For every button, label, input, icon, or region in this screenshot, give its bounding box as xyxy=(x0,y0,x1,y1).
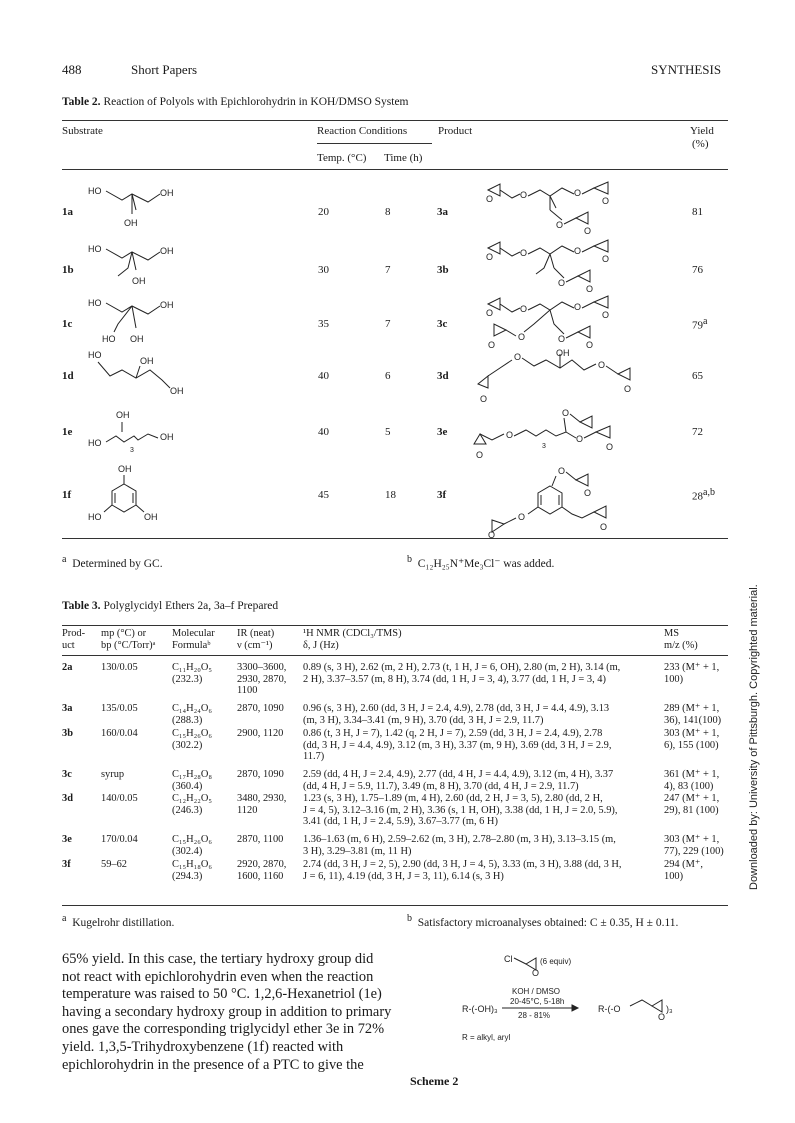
t2-col-product: Product xyxy=(438,125,473,137)
svg-text:O: O xyxy=(558,278,566,288)
t3-nmr: 1.36–1.63 (m, 6 H), 2.59–2.62 (m, 3 H), 2.78–2.80 (m, 3 H), 3.13–3.15 (m, 3 H), 3.29–3.81 (m, 11 H) xyxy=(303,834,616,857)
t3-col-ir: IR (neat) ν (cm⁻¹) xyxy=(237,628,275,651)
svg-text:O: O xyxy=(658,1012,666,1022)
svg-text:OH: OH xyxy=(116,410,130,420)
table3-label: Table 3. xyxy=(62,600,101,612)
structure-1f xyxy=(88,462,198,524)
t3-product: 3b xyxy=(62,728,73,739)
svg-text:O: O xyxy=(584,226,592,236)
svg-text:)₃: )₃ xyxy=(666,1004,673,1014)
t2-time: 18 xyxy=(385,489,396,501)
t2-product-id: 3b xyxy=(437,264,449,276)
scheme-reagent-cl: Cl xyxy=(504,954,513,964)
t3-nmr: 2.59 (dd, 4 H, J = 2.4, 4.9), 2.77 (dd, 4 H, J = 4.4, 4.9), 3.12 (m, 4 H), 3.37 (dd, 4 H, J = 5.9, 11.7), 3.49 (m, 8 H), 3.70 (dd, 4 H, J = 2.9, 11.7) xyxy=(303,769,614,792)
t2-time: 7 xyxy=(385,318,391,330)
table3-title: Polyglycidyl Ethers 2a, 3a–f Prepared xyxy=(103,600,279,612)
t2-time: 5 xyxy=(385,426,391,438)
structure-3e xyxy=(470,404,640,466)
page-number: 488 xyxy=(62,62,82,77)
t3-col-formula: Molecular Formulaᵇ xyxy=(172,628,215,651)
structure-3c xyxy=(484,290,634,352)
scheme-r-definition: R = alkyl, aryl xyxy=(462,1033,511,1042)
structure-1b xyxy=(88,240,198,292)
t3-col-mp: mp (°C) or bp (°C/Torr)ᵃ xyxy=(101,628,156,651)
structure-1d xyxy=(88,348,198,398)
t3-ir: 2870, 1090 xyxy=(237,703,284,714)
t3-ms: 303 (M⁺ + 1, 6), 155 (100) xyxy=(664,728,720,751)
t2-yield: 79$^a$ xyxy=(692,316,708,332)
t2-product-id: 3c xyxy=(437,318,448,330)
t2-col-yield-unit: (%) xyxy=(692,138,709,150)
svg-text:O: O xyxy=(514,352,522,362)
t3-product: 2a xyxy=(62,662,73,673)
svg-text:O: O xyxy=(602,310,610,320)
t2-product-id: 3a xyxy=(437,206,448,218)
svg-text:OH: OH xyxy=(160,188,174,198)
table3-bottom-rule xyxy=(62,905,728,906)
t2-col-substrate: Substrate xyxy=(62,125,103,137)
table2-label: Table 2. xyxy=(62,96,101,108)
t2-substrate-id: 1b xyxy=(62,264,74,276)
t3-nmr: 1.23 (s, 3 H), 1.75–1.89 (m, 4 H), 2.60 (dd, 2 H, J = 3, 5), 2.80 (dd, 2 H, J = 4, 5), 3.12–3.16 (m, 2 H), 3.36 (s, 1 H, OH), 3.38 (dd, 1 H, J = 2.0, 5.9), 3.41 (dd, 1 H, J = 2.4, 5.9), 3.67–3.77 (m, 6 H) xyxy=(303,793,618,828)
t3-mp: 59–62 xyxy=(101,859,127,870)
t3-ir: 3480, 2930, 1120 xyxy=(237,793,287,816)
t2-col-conditions: Reaction Conditions xyxy=(317,125,408,137)
t3-nmr: 0.86 (t, 3 H, J = 7), 1.42 (q, 2 H, J = 7), 2.59 (dd, 3 H, J = 2.4, 4.9), 2.78 (dd, 3 H, J = 4.4, 4.9), 3.12 (m, 3 H), 3.37 (m, 9 H), 3.69 (dd, 3 H, J = 2.9, 11.7) xyxy=(303,728,612,763)
svg-text:O: O xyxy=(520,248,528,258)
svg-text:O: O xyxy=(586,340,594,350)
t2-yield: 76 xyxy=(692,264,703,276)
t3-mp: 130/0.05 xyxy=(101,662,138,673)
t3-product: 3c xyxy=(62,769,72,780)
scheme-conditions-1: KOH / DMSO xyxy=(512,987,561,996)
svg-text:O: O xyxy=(476,450,484,460)
table2-caption xyxy=(62,96,409,108)
t2-substrate-id: 1f xyxy=(62,489,72,501)
svg-text:O: O xyxy=(488,340,496,350)
t2-yield: 28$^{a,b}$ xyxy=(692,487,715,503)
t3-mp: 160/0.04 xyxy=(101,728,138,739)
t3-ms: 233 (M⁺ + 1, 100) xyxy=(664,662,720,685)
t3-mp: 170/0.04 xyxy=(101,834,138,845)
t2-conditions-rule xyxy=(317,143,432,144)
structure-3d xyxy=(470,348,640,410)
t2-col-yield: Yield xyxy=(690,125,714,137)
t2-footnote-a: $^a$ Determined by GC. xyxy=(62,554,163,570)
t3-formula: C₁₅H₁₈O₆ (294.3) xyxy=(172,859,213,882)
t2-substrate-id: 1d xyxy=(62,370,74,382)
svg-text:OH: OH xyxy=(160,300,174,310)
t3-nmr: 0.96 (s, 3 H), 2.60 (dd, 3 H, J = 2.4, 4.9), 2.78 (dd, 3 H, J = 4.4, 4.9), 3.13 (m, 3 H), 3.34–3.41 (m, 9 H), 3.70 (dd, 3 H, J = 2.9, 11.7) xyxy=(303,703,610,726)
structure-1a xyxy=(88,182,198,234)
svg-text:O: O xyxy=(532,968,540,978)
svg-text:O: O xyxy=(624,384,632,394)
svg-text:O: O xyxy=(558,466,566,476)
t3-ms: 303 (M⁺ + 1, 77), 229 (100) xyxy=(664,834,724,857)
svg-text:O: O xyxy=(586,284,594,294)
svg-text:O: O xyxy=(602,254,610,264)
t3-col-nmr: ¹H NMR (CDCl₃/TMS) δ, J (Hz) xyxy=(303,628,402,651)
t2-product-id: 3d xyxy=(437,370,449,382)
t3-ir: 2870, 1090 xyxy=(237,769,284,780)
svg-text:OH: OH xyxy=(132,276,146,286)
t2-temp: 35 xyxy=(318,318,329,330)
t3-formula: C₁₅H₂₆O₆ (302.4) xyxy=(172,834,213,857)
svg-text:HO: HO xyxy=(88,186,102,196)
journal-name: SYNTHESIS xyxy=(651,62,722,77)
svg-text:O: O xyxy=(520,304,528,314)
t3-formula: C₁₇H₂₈O₈ (360.4) xyxy=(172,769,213,792)
t3-footnote-a: $^a$ Kugelrohr distillation. xyxy=(62,913,175,929)
t2-time: 7 xyxy=(385,264,391,276)
svg-text:HO: HO xyxy=(88,350,102,360)
svg-text:O: O xyxy=(486,308,494,318)
svg-text:HO: HO xyxy=(88,298,102,308)
t3-mp: 135/0.05 xyxy=(101,703,138,714)
section-title: Short Papers xyxy=(131,62,198,77)
svg-text:O: O xyxy=(574,302,582,312)
svg-text:HO: HO xyxy=(88,244,102,254)
svg-text:O: O xyxy=(602,196,610,206)
table2-bottom-rule xyxy=(62,538,728,539)
svg-text:O: O xyxy=(598,360,606,370)
svg-text:O: O xyxy=(576,434,584,444)
t3-product: 3e xyxy=(62,834,72,845)
svg-text:O: O xyxy=(600,522,608,532)
svg-text:OH: OH xyxy=(124,218,138,228)
structure-3f xyxy=(470,462,640,538)
t2-time: 8 xyxy=(385,206,391,218)
t3-formula: C₁₂H₂₂O₅ (246.3) xyxy=(172,793,213,816)
t3-formula: C₁₄H₂₄O₆ (288.3) xyxy=(172,703,213,726)
scheme-equiv: (6 equiv) xyxy=(540,957,572,966)
structure-3a xyxy=(484,176,634,238)
t2-time: 6 xyxy=(385,370,391,382)
t3-ms: 294 (M⁺, 100) xyxy=(664,859,703,882)
t3-product: 3d xyxy=(62,793,73,804)
download-watermark: Downloaded by: University of Pittsburgh. Copyrighted material. xyxy=(748,584,760,890)
svg-text:HO: HO xyxy=(102,334,116,344)
t3-ir: 3300–3600, 2930, 2870, 1100 xyxy=(237,662,287,697)
svg-text:O: O xyxy=(574,188,582,198)
scheme-2 xyxy=(462,948,722,1058)
t2-yield: 81 xyxy=(692,206,703,218)
svg-text:HO: HO xyxy=(88,438,102,448)
structure-1e xyxy=(88,408,198,456)
svg-text:OH: OH xyxy=(160,432,174,442)
svg-text:O: O xyxy=(556,220,564,230)
t3-nmr: 0.89 (s, 3 H), 2.62 (m, 2 H), 2.73 (t, 1 H, J = 6, OH), 2.80 (m, 2 H), 3.14 (m, 2 H), 3.37–3.57 (m, 8 H), 3.74 (dd, 1 H, J = 3, 4), 3.77 (dd, 1 H, J = 3, 4) xyxy=(303,662,621,685)
t3-formula: C₁₁H₂₀O₅ (232.3) xyxy=(172,662,213,685)
t3-ir: 2920, 2870, 1600, 1160 xyxy=(237,859,287,882)
t3-ir: 2870, 1100 xyxy=(237,834,284,845)
t2-substrate-id: 1a xyxy=(62,206,73,218)
svg-text:O: O xyxy=(506,430,514,440)
t3-mp: 140/0.05 xyxy=(101,793,138,804)
svg-text:OH: OH xyxy=(160,246,174,256)
svg-text:O: O xyxy=(562,408,570,418)
table3-header-rule xyxy=(62,655,728,656)
svg-text:O: O xyxy=(518,512,526,522)
svg-text:OH: OH xyxy=(144,512,158,522)
scheme-conditions-2: 20-45°C, 5-18h xyxy=(510,997,565,1006)
t2-temp: 40 xyxy=(318,426,329,438)
t2-substrate-id: 1e xyxy=(62,426,73,438)
table3-caption xyxy=(62,600,278,612)
t2-temp: 30 xyxy=(318,264,329,276)
t2-yield: 65 xyxy=(692,370,703,382)
table2-title: Reaction of Polyols with Epichlorohydrin in KOH/DMSO System xyxy=(103,96,409,108)
table3-top-rule xyxy=(62,625,728,626)
svg-text:HO: HO xyxy=(88,512,102,522)
t3-mp: syrup xyxy=(101,769,125,780)
svg-text:OH: OH xyxy=(140,356,154,366)
t2-substrate-id: 1c xyxy=(62,318,73,330)
t2-temp: 20 xyxy=(318,206,329,218)
scheme-reactant: R-(-OH)₃ xyxy=(462,1004,498,1014)
svg-text:OH: OH xyxy=(170,386,184,396)
t3-formula: C₁₅H₂₆O₆ (302.2) xyxy=(172,728,213,751)
svg-text:O: O xyxy=(488,530,496,538)
t2-footnote-b: $^b$ C₁₂H₂₅N⁺Me₃Cl⁻ was added. xyxy=(407,554,555,570)
t2-yield: 72 xyxy=(692,426,703,438)
svg-text:O: O xyxy=(574,246,582,256)
svg-text:O: O xyxy=(480,394,488,404)
svg-text:O: O xyxy=(486,252,494,262)
svg-text:O: O xyxy=(584,488,592,498)
t3-footnote-b: $^b$ Satisfactory microanalyses obtained: C ± 0.35, H ± 0.11. xyxy=(407,913,679,929)
svg-text:OH: OH xyxy=(118,464,132,474)
svg-text:O: O xyxy=(558,334,566,344)
t2-header-rule xyxy=(62,169,728,170)
t3-ir: 2900, 1120 xyxy=(237,728,284,739)
t2-col-time: Time (h) xyxy=(384,152,423,164)
scheme-label: Scheme 2 xyxy=(410,1074,459,1088)
svg-text:O: O xyxy=(518,332,526,342)
t2-product-id: 3e xyxy=(437,426,448,438)
t2-temp: 45 xyxy=(318,489,329,501)
t3-ms: 289 (M⁺ + 1, 36), 141(100) xyxy=(664,703,722,726)
svg-text:OH: OH xyxy=(130,334,144,344)
svg-text:O: O xyxy=(520,190,528,200)
svg-text:3: 3 xyxy=(130,447,134,454)
t3-product: 3a xyxy=(62,703,73,714)
t3-col-ms: MS m/z (%) xyxy=(664,628,698,651)
t2-temp: 40 xyxy=(318,370,329,382)
t2-product-id: 3f xyxy=(437,489,447,501)
t3-col-product: Prod- uct xyxy=(62,628,86,651)
scheme-yield: 28 - 81% xyxy=(518,1011,551,1020)
structure-3b xyxy=(484,234,634,296)
t3-product: 3f xyxy=(62,859,71,870)
t2-col-temp: Temp. (°C) xyxy=(317,152,367,164)
t3-ms: 247 (M⁺ + 1, 29), 81 (100) xyxy=(664,793,720,816)
svg-text:O: O xyxy=(606,442,614,452)
svg-text:3: 3 xyxy=(542,443,546,450)
body-paragraph: 65% yield. In this case, the tertiary hydroxy group did not react with epichlorohydrin even when the reaction temperature was raised to 50 °C. 1,2,6-Hexanetriol (1e) having a secondary hydroxy group in addition to primary ones gave the corresponding triglycidyl ether 3e in 72% yield. 1,3,5-Trihydroxybenzene (1f) reacted with epichlorohydrin in the presence of a PTC to give the xyxy=(62,951,392,1073)
svg-text:OH: OH xyxy=(556,348,570,358)
t3-ms: 361 (M⁺ + 1, 4), 83 (100) xyxy=(664,769,720,792)
svg-text:O: O xyxy=(486,194,494,204)
table2-top-rule xyxy=(62,120,728,121)
structure-1c xyxy=(88,294,198,346)
t3-nmr: 2.74 (dd, 3 H, J = 2, 5), 2.90 (dd, 3 H, J = 4, 5), 3.33 (m, 3 H), 3.88 (dd, 3 H, J = 6, 11), 4.19 (dd, 3 H, J = 3, 11), 6.14 (s, 3 H) xyxy=(303,859,622,882)
scheme-product: R-(-O xyxy=(598,1004,621,1014)
